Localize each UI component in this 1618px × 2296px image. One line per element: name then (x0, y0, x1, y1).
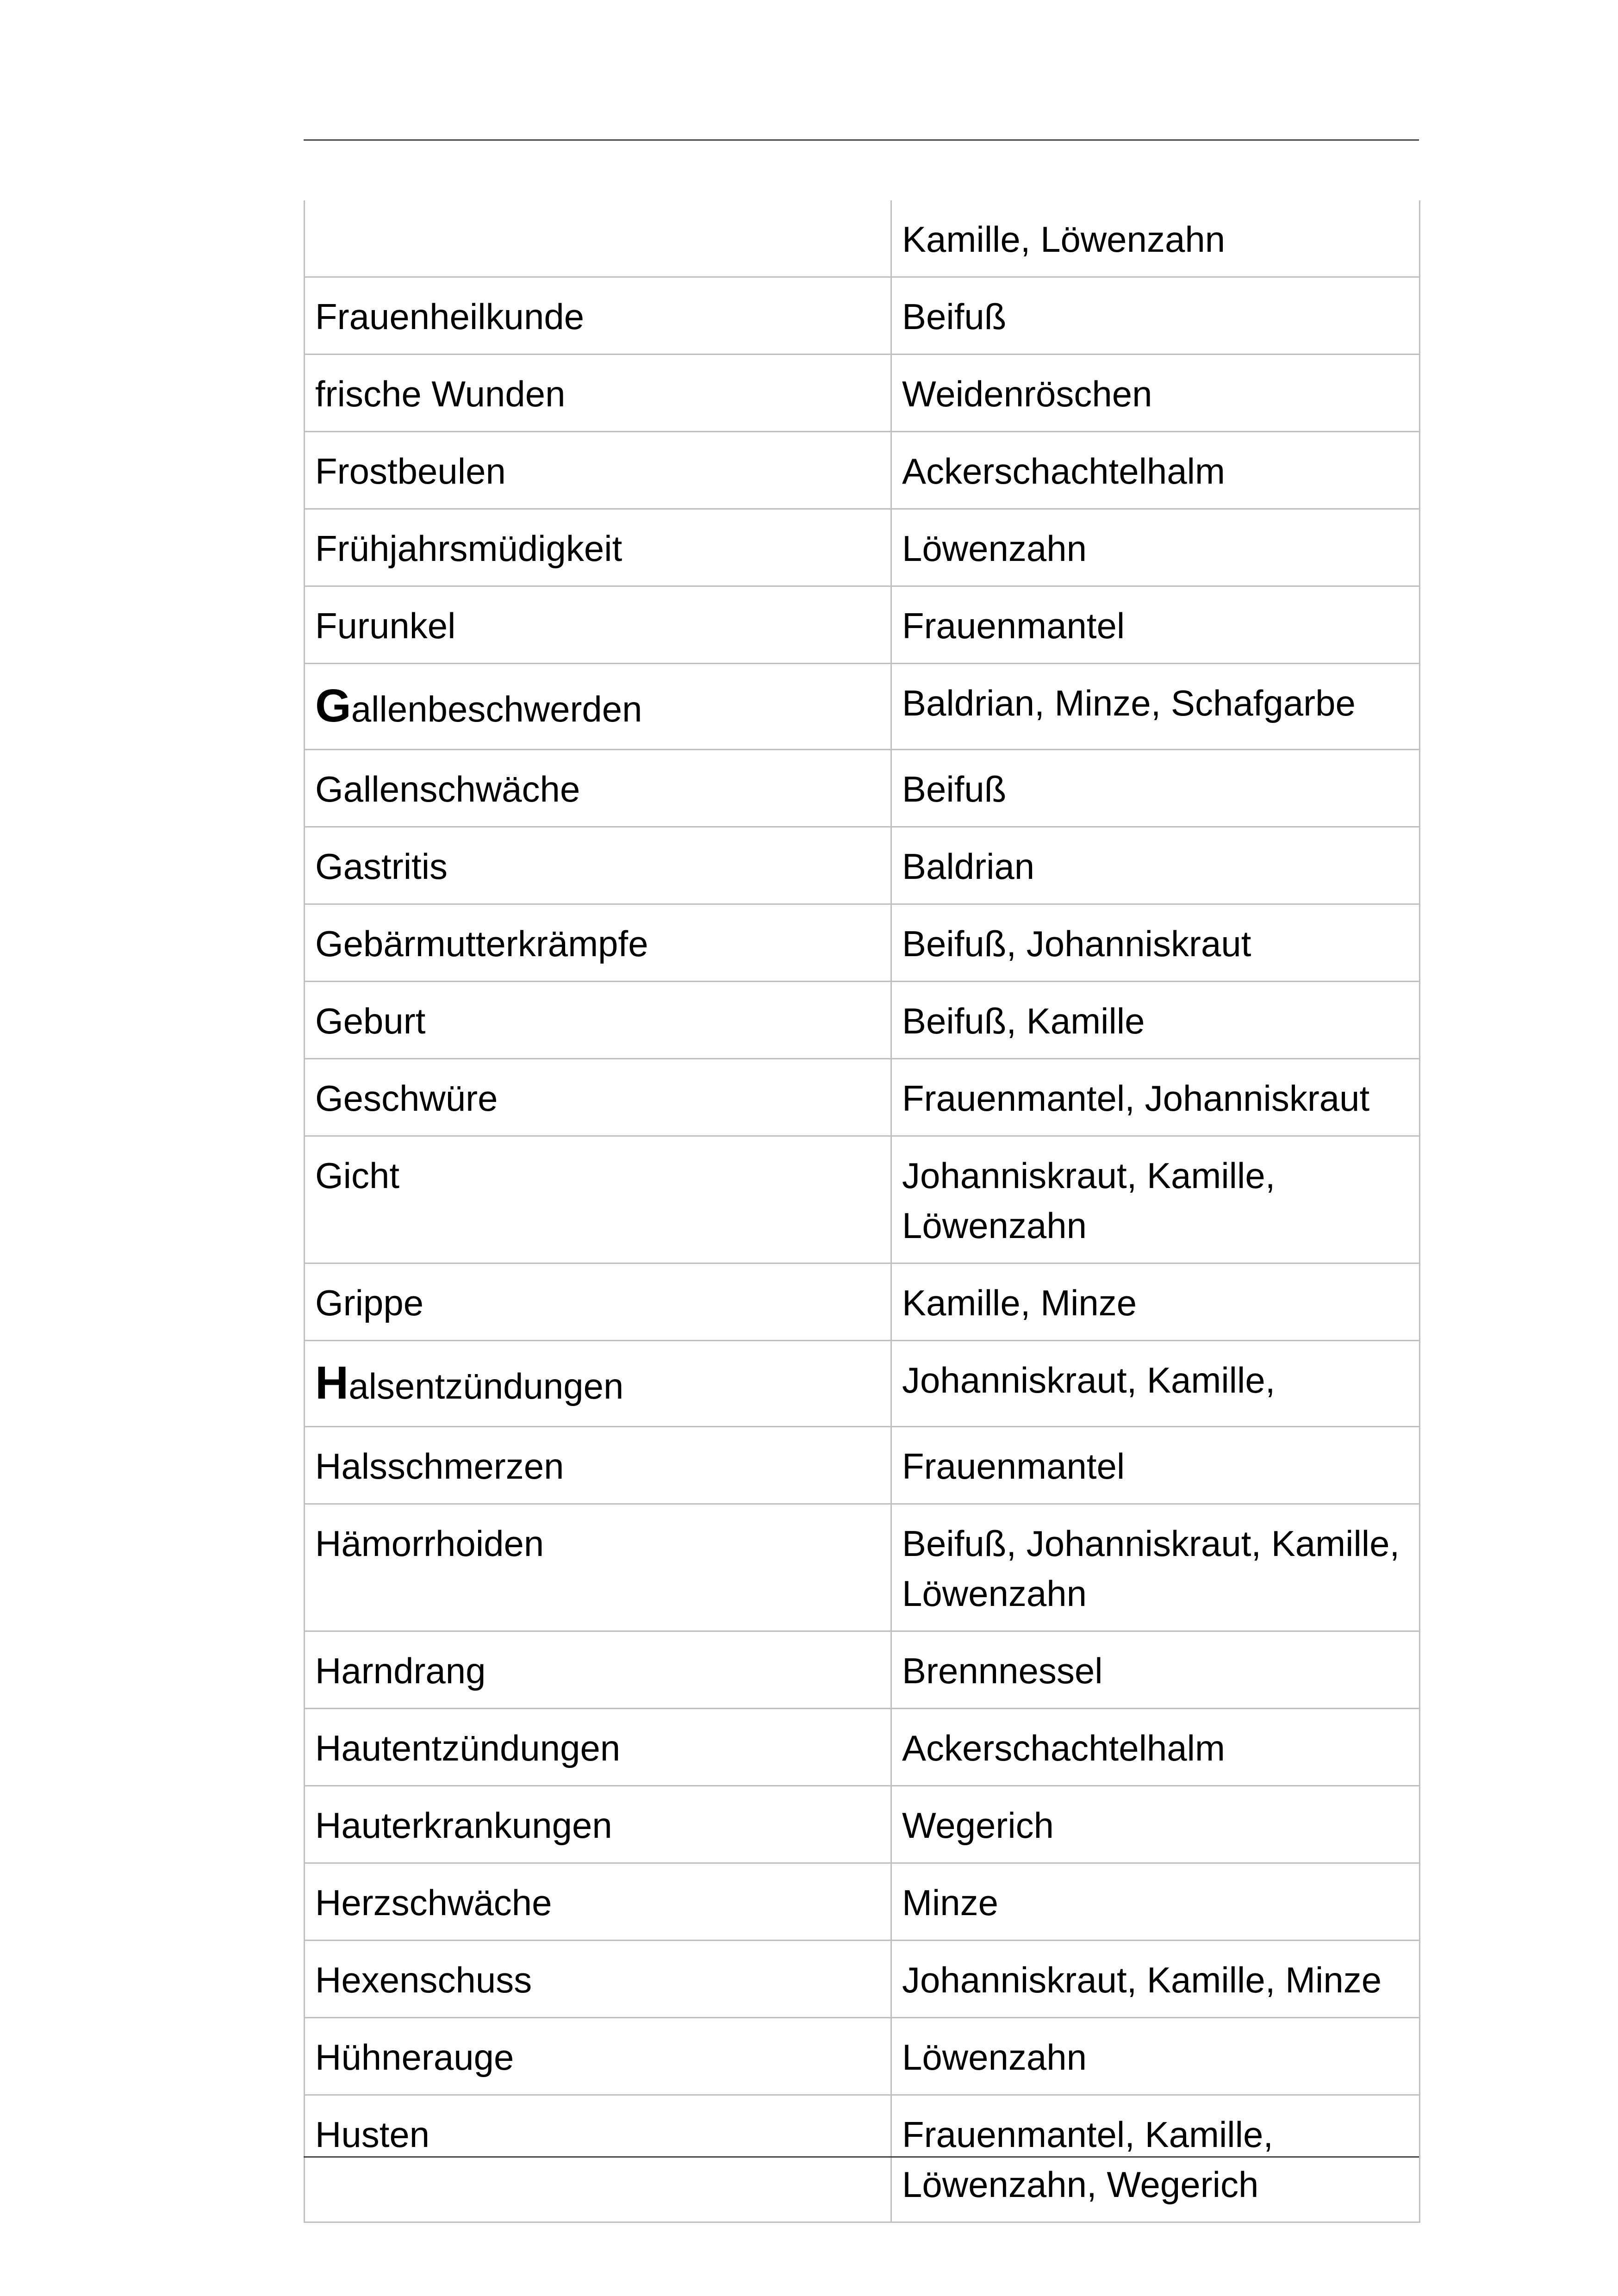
remedy-text: Frauenmantel, Kamille, Löwenzahn, Wegerich (902, 2114, 1274, 2205)
condition-text: alsentzündungen (348, 1366, 624, 1406)
remedy-cell (891, 1263, 1420, 1341)
condition-cell (305, 1786, 891, 1863)
condition-text: Geburt (315, 1001, 426, 1041)
remedy-cell (891, 1341, 1420, 1427)
remedy-cell (891, 2095, 1420, 2222)
condition-text: Herzschwäche (315, 1882, 552, 1923)
remedy-cell (891, 509, 1420, 586)
remedy-cell (891, 1709, 1420, 1786)
condition-cell (305, 1263, 891, 1341)
condition-initial: H (315, 1357, 349, 1409)
table-row (305, 509, 1420, 586)
condition-text: Frostbeulen (315, 451, 506, 492)
condition-text: frische Wunden (315, 373, 566, 414)
remedy-cell (891, 1941, 1420, 2018)
condition-cell (305, 586, 891, 664)
footer-rule (304, 2156, 1419, 2158)
remedy-cell (891, 904, 1420, 982)
condition-cell (305, 277, 891, 355)
table-row (305, 1504, 1420, 1631)
remedy-text: Ackerschachtelhalm (902, 451, 1225, 492)
condition-cell (305, 1341, 891, 1427)
condition-text: Hautentzündungen (315, 1728, 621, 1768)
condition-cell (305, 827, 891, 904)
condition-cell (305, 1631, 891, 1709)
condition-text: Gastritis (315, 846, 448, 887)
table-row (305, 1263, 1420, 1341)
condition-text: Halsschmerzen (315, 1446, 564, 1487)
condition-cell (305, 1709, 891, 1786)
table-row (305, 904, 1420, 982)
remedy-table-body (305, 200, 1420, 2222)
table-row (305, 2095, 1420, 2222)
table-row (305, 1631, 1420, 1709)
remedy-cell (891, 355, 1420, 432)
remedy-cell (891, 432, 1420, 509)
condition-text: Furunkel (315, 605, 456, 646)
remedy-text: Johanniskraut, Kamille, Löwenzahn (902, 1155, 1276, 1246)
table-row (305, 1941, 1420, 2018)
condition-cell (305, 1863, 891, 1941)
remedy-text: Beifuß, Johanniskraut, Kamille, Löwenzahn (902, 1523, 1400, 1614)
remedy-text: Löwenzahn (902, 2037, 1087, 2078)
condition-cell (305, 1427, 891, 1504)
remedy-cell (891, 277, 1420, 355)
table-row (305, 1136, 1420, 1263)
table-row (305, 1059, 1420, 1136)
condition-cell (305, 982, 891, 1059)
condition-cell (305, 509, 891, 586)
remedy-cell (891, 200, 1420, 277)
remedy-text: Johanniskraut, Kamille, Minze (902, 1960, 1382, 2000)
remedy-text: Frauenmantel, Johanniskraut (902, 1078, 1370, 1119)
condition-text: Frauenheilkunde (315, 296, 585, 337)
remedy-text: Wegerich (902, 1805, 1054, 1846)
condition-text: Hämorrhoiden (315, 1523, 544, 1564)
condition-cell (305, 750, 891, 827)
condition-text: Hexenschuss (315, 1960, 532, 2000)
condition-cell (305, 2095, 891, 2222)
remedy-text: Weidenröschen (902, 373, 1152, 414)
table-row (305, 586, 1420, 664)
remedy-text: Kamille, Minze (902, 1282, 1137, 1323)
table-row (305, 827, 1420, 904)
table-row (305, 982, 1420, 1059)
remedy-cell (891, 1504, 1420, 1631)
remedy-cell (891, 1059, 1420, 1136)
remedy-text: Beifuß, Kamille (902, 1001, 1145, 1041)
condition-text: Gebärmutterkrämpfe (315, 923, 648, 964)
remedy-cell (891, 982, 1420, 1059)
remedy-text: Johanniskraut, Kamille, (902, 1360, 1276, 1400)
table-row (305, 664, 1420, 750)
remedy-cell (891, 664, 1420, 750)
remedy-text: Kamille, Löwenzahn (902, 219, 1226, 260)
remedy-cell (891, 586, 1420, 664)
table-row (305, 355, 1420, 432)
remedy-cell (891, 750, 1420, 827)
remedy-text: Beifuß, Johanniskraut (902, 923, 1251, 964)
table-row (305, 750, 1420, 827)
remedy-table-container (304, 200, 1419, 2223)
condition-cell (305, 904, 891, 982)
condition-cell (305, 1504, 891, 1631)
condition-text: Hühnerauge (315, 2037, 514, 2078)
table-row (305, 2018, 1420, 2095)
table-row (305, 1341, 1420, 1427)
remedy-text: Baldrian, Minze, Schafgarbe (902, 683, 1356, 723)
remedy-text: Brennnessel (902, 1650, 1103, 1691)
remedy-cell (891, 1136, 1420, 1263)
remedy-cell (891, 1863, 1420, 1941)
condition-cell (305, 355, 891, 432)
remedy-cell (891, 1786, 1420, 1863)
condition-text: Frühjahrsmüdigkeit (315, 528, 622, 569)
condition-cell (305, 1136, 891, 1263)
remedy-text: Minze (902, 1882, 999, 1923)
remedy-text: Beifuß (902, 296, 1007, 337)
table-row (305, 1863, 1420, 1941)
condition-initial: G (315, 680, 351, 732)
condition-text: Husten (315, 2114, 430, 2155)
condition-text: Gicht (315, 1155, 400, 1196)
table-row (305, 432, 1420, 509)
remedy-cell (891, 1631, 1420, 1709)
remedy-text: Baldrian (902, 846, 1035, 887)
header-rule (304, 139, 1419, 141)
condition-cell (305, 432, 891, 509)
condition-cell (305, 2018, 891, 2095)
remedy-text: Frauenmantel (902, 605, 1125, 646)
remedy-text: Löwenzahn (902, 528, 1087, 569)
condition-text: Geschwüre (315, 1078, 498, 1119)
condition-text: Gallenschwäche (315, 769, 580, 809)
remedy-table (304, 200, 1420, 2223)
table-row (305, 200, 1420, 277)
condition-cell (305, 664, 891, 750)
condition-text: Hauterkrankungen (315, 1805, 612, 1846)
condition-text: Grippe (315, 1282, 424, 1323)
remedy-cell (891, 827, 1420, 904)
remedy-text: Beifuß (902, 769, 1007, 809)
condition-cell (305, 200, 891, 277)
remedy-cell (891, 2018, 1420, 2095)
condition-text: Harndrang (315, 1650, 486, 1691)
table-row (305, 277, 1420, 355)
table-row (305, 1427, 1420, 1504)
remedy-cell (891, 1427, 1420, 1504)
table-row (305, 1709, 1420, 1786)
remedy-text: Frauenmantel (902, 1446, 1125, 1487)
condition-cell (305, 1059, 891, 1136)
condition-text: allenbeschwerden (351, 689, 642, 729)
remedy-text: Ackerschachtelhalm (902, 1728, 1225, 1768)
condition-cell (305, 1941, 891, 2018)
table-row (305, 1786, 1420, 1863)
